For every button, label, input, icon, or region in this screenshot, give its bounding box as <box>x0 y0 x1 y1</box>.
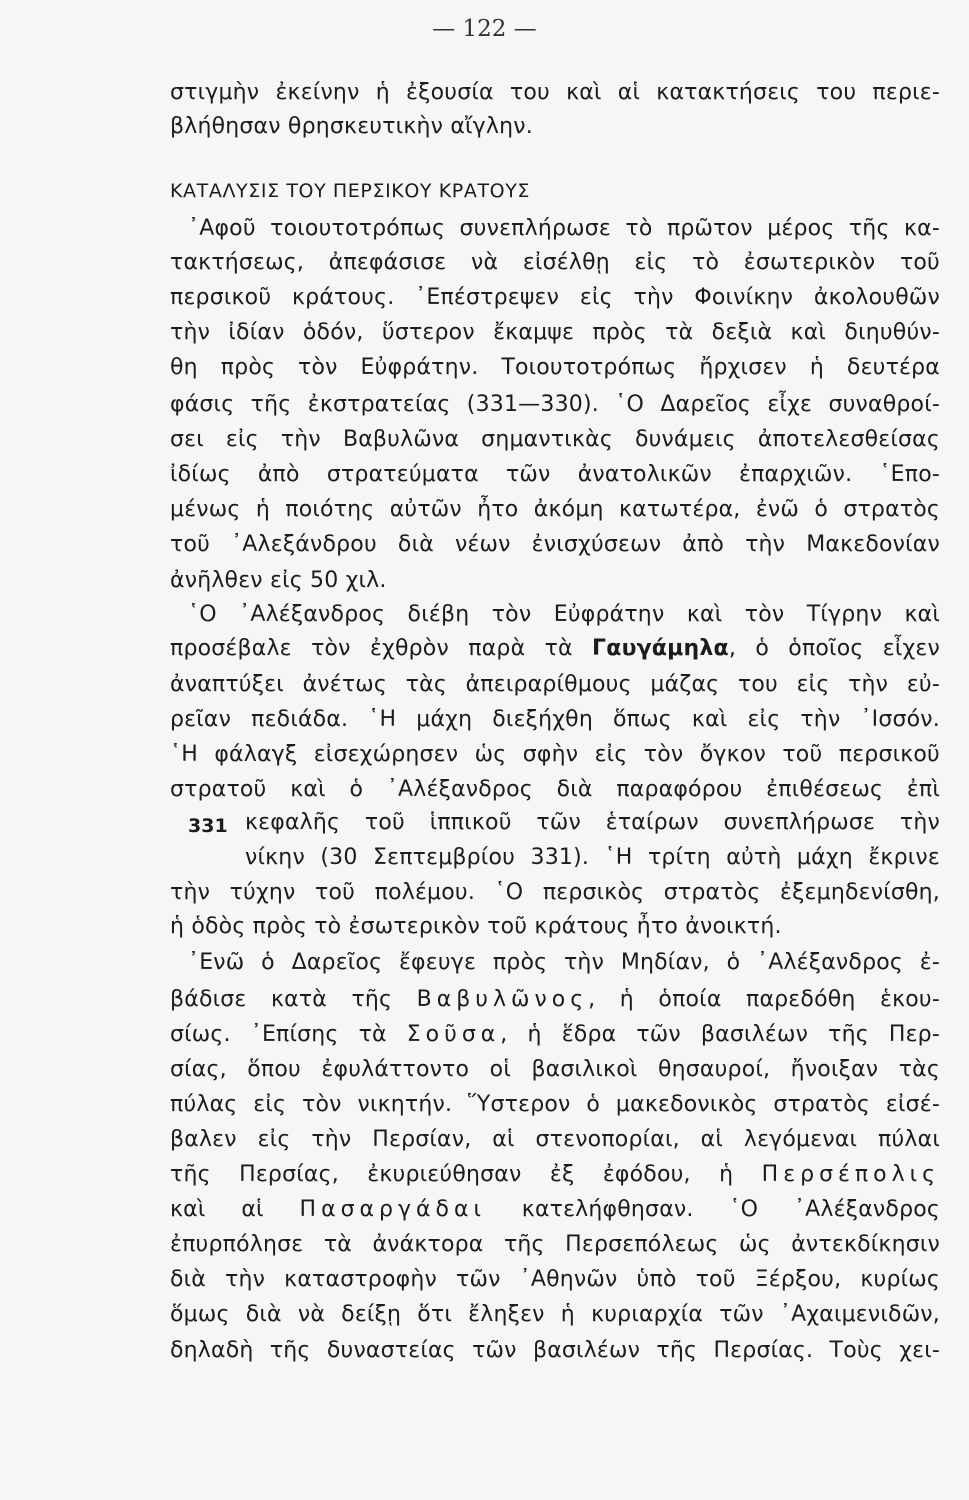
text-line: σίας, ὅπου ἐφυλάττοντο οἱ βασιλικοὶ θησαυροί, ἤνοιξαν τὰς <box>170 1057 940 1082</box>
text-line: βλήθησαν θρησκευτικὴν αἴγλην. <box>170 114 533 139</box>
margin-year: 331 <box>188 815 228 837</box>
text-line: ἰδίως ἀπὸ στρατεύματα τῶν ἀνατολικῶν ἐπαρχιῶν. ῾Επο- <box>170 462 940 487</box>
text-line: στρατοῦ καὶ ὁ ᾿Αλέξανδρος διὰ παραφόρου ἐπιθέσεως ἐπὶ <box>170 777 940 802</box>
text-line: τοῦ ᾿Αλεξάνδρου διὰ νέων ἐνισχύσεων ἀπὸ τὴν Μακεδονίαν <box>170 532 940 557</box>
text-line: ἡ ὁδὸς πρὸς τὸ ἐσωτερικὸν τοῦ κράτους ἦτο ἀνοικτή. <box>170 914 782 939</box>
text-line: φάσις τῆς ἐκστρατείας (331—330). ῾Ο Δαρεῖος εἶχε συναθροί- <box>170 392 940 417</box>
text-segment: τῆς Περσίας, ἐκυριεύθησαν ἐξ ἐφόδου, ἡ <box>170 1162 762 1187</box>
text-line: μένως ἡ ποιότης αὐτῶν ἦτο ἀκόμη κατωτέρα, ἐνῶ ὁ στρατὸς <box>170 497 940 522</box>
place-name-spaced: Πασαργάδαι <box>299 1197 486 1222</box>
text-line: περσικοῦ κράτους. ᾿Επέστρεψεν εἰς τὴν Φοινίκην ἀκολουθῶν <box>170 285 940 310</box>
place-name-spaced: Βαβυλῶνος <box>416 987 589 1012</box>
text-line: ᾿Ενῶ ὁ Δαρεῖος ἔφευγε πρὸς τὴν Μηδίαν, ὁ ᾿Αλέξανδρος ἐ- <box>188 950 940 975</box>
text-line: ἐπυρπόλησε τὰ ἀνάκτορα τῆς Περσεπόλεως ὡς ἀντεκδίκησιν <box>170 1232 940 1257</box>
text-line: διὰ τὴν καταστροφὴν τῶν ᾿Αθηνῶν ὑπὸ τοῦ Ξέρξου, κυρίως <box>170 1267 940 1292</box>
text-line: σει εἰς τὴν Βαβυλῶνα σημαντικὰς δυνάμεις ἀποτελεσθείσας <box>170 427 940 452</box>
text-line: πύλας εἰς τὸν νικητήν. Ὕστερον ὁ μακεδονικὸς στρατὸς εἰσέ- <box>170 1092 940 1117</box>
place-name-spaced: Σοῦσα <box>406 1022 501 1047</box>
text-line: ῾Η φάλαγξ εἰσεχώρησεν ὡς σφὴν εἰς τὸν ὄγκον τοῦ περσικοῦ <box>170 742 940 767</box>
text-line: ρεῖαν πεδιάδα. ῾Η μάχη διεξήχθη ὅπως καὶ εἰς τὴν ᾿Ισσόν. <box>170 707 940 732</box>
text-segment: , ἡ ὁποία παρεδόθη ἑκου- <box>588 987 940 1012</box>
text-line: θη πρὸς τὸν Εὐφράτην. Τοιουτοτρόπως ἤρχισεν ἡ δευτέρα <box>170 355 940 380</box>
text-segment: , ὁ ὁποῖος εἶχεν <box>728 636 940 661</box>
text-line: δηλαδὴ τῆς δυναστείας τῶν βασιλέων τῆς Περσίας. Τοὺς χει- <box>170 1338 940 1363</box>
text-line: ὅμως διὰ νὰ δείξῃ ὅτι ἔληξεν ἡ κυριαρχία τῶν ᾿Αχαιμενιδῶν, <box>170 1302 940 1327</box>
text-line: στιγμὴν ἐκείνην ἡ ἐξουσία του καὶ αἱ κατακτήσεις του περιε- <box>170 80 940 105</box>
text-segment: προσέβαλε τὸν ἐχθρὸν παρὰ τὰ <box>170 636 593 661</box>
text-segment: κατελήφθησαν. ῾Ο ᾿Αλέξανδρος <box>485 1197 941 1222</box>
text-line: τὴν ἰδίαν ὁδόν, ὕστερον ἔκαμψε πρὸς τὰ δεξιὰ καὶ διηυθύν- <box>170 320 940 345</box>
text-line <box>170 1020 940 1050</box>
place-name-bold: Γαυγάμηλα <box>592 636 729 661</box>
text-line <box>170 1195 940 1225</box>
text-segment: σίως. ᾿Επίσης τὰ <box>170 1022 407 1047</box>
text-line <box>170 985 940 1015</box>
text-line: τὴν τύχην τοῦ πολέμου. ῾Ο περσικὸς στρατὸς ἐξεμηδενίσθη, <box>170 880 940 905</box>
text-line: κεφαλῆς τοῦ ἱππικοῦ τῶν ἑταίρων συνεπλήρωσε τὴν <box>245 810 940 835</box>
text-line <box>170 634 940 664</box>
text-line: ᾿Αφοῦ τοιουτοτρόπως συνεπλήρωσε τὸ πρῶτον μέρος τῆς κα- <box>188 216 940 241</box>
place-name-spaced: Περσέπολις <box>761 1162 940 1187</box>
text-segment: , ἡ ἕδρα τῶν βασιλέων τῆς Περ- <box>500 1022 940 1047</box>
page-number: — 122 — <box>432 16 537 42</box>
text-segment: βάδισε κατὰ τῆς <box>170 987 417 1012</box>
text-line: νίκην (30 Σεπτεμβρίου 331). ῾Η τρίτη αὐτὴ μάχη ἔκρινε <box>245 845 940 870</box>
text-line: ἀναπτύξει ἀνέτως τὰς ἀπειραρίθμους μάζας του εἰς τὴν εὐ- <box>170 672 940 697</box>
text-line: ῾Ο ᾿Αλέξανδρος διέβη τὸν Εὐφράτην καὶ τὸν Τίγρην καὶ <box>188 602 940 627</box>
text-line: ἀνῆλθεν εἰς 50 χιλ. <box>170 568 387 593</box>
text-segment: καὶ αἱ <box>170 1197 300 1222</box>
text-line: βαλεν εἰς τὴν Περσίαν, αἱ στενοπορίαι, αἱ λεγόμεναι πύλαι <box>170 1127 940 1152</box>
text-line <box>170 1160 940 1190</box>
text-line: τακτήσεως, ἀπεφάσισε νὰ εἰσέλθῃ εἰς τὸ ἐσωτερικὸν τοῦ <box>170 250 940 275</box>
section-heading: ΚΑΤΑΛΥΣΙΣ ΤΟΥ ΠΕΡΣΙΚΟΥ ΚΡΑΤΟΥΣ <box>170 180 531 202</box>
